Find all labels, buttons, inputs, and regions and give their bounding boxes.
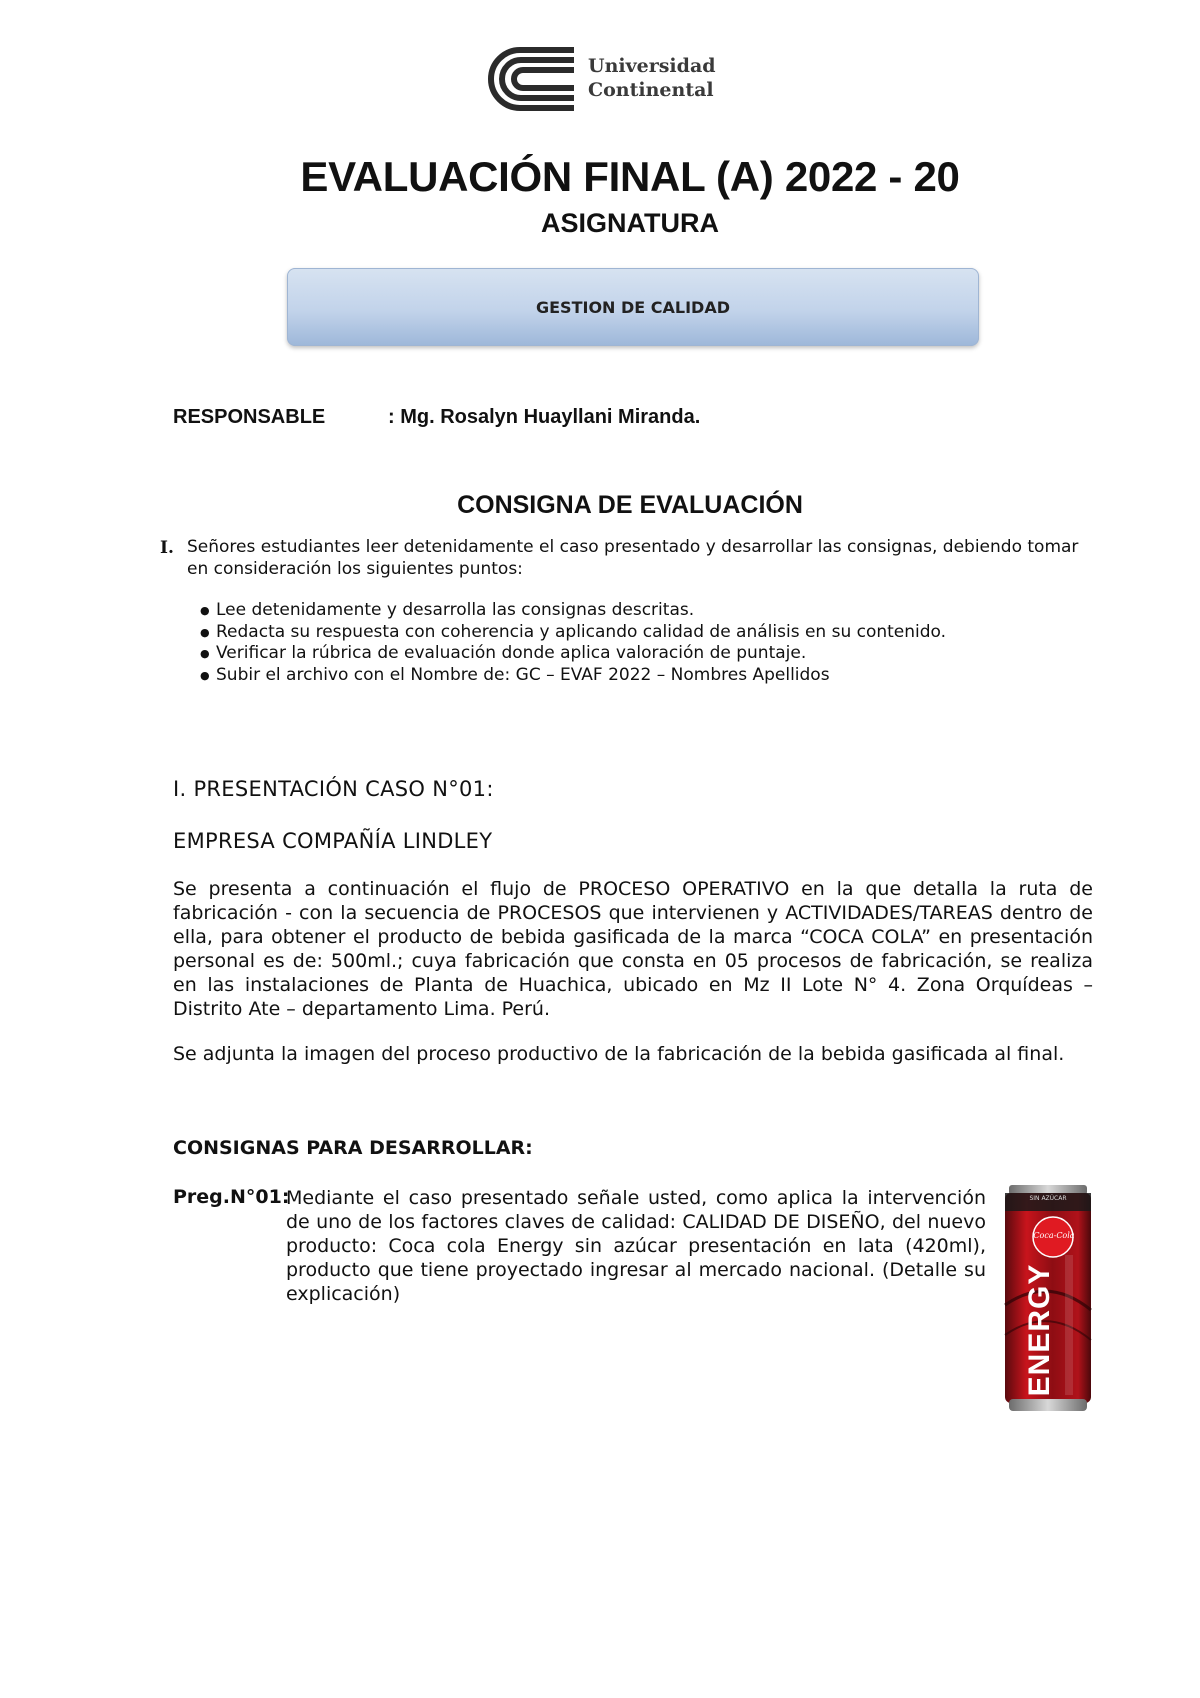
university-logo-icon [488,46,578,112]
can-product-text: ENERGY [1023,1263,1056,1397]
can-brand-text: Coca-Cola [1033,1231,1075,1240]
intro-text: Señores estudiantes leer detenidamente el caso presentado y desarrollar las consignas, debiendo tomar en consideración los siguientes puntos: [187,537,1079,579]
list-item: ● Subir el archivo con el Nombre de: GC – EVAF 2022 – Nombres Apellidos [200,665,1100,687]
list-item: ● Verificar la rúbrica de evaluación donde aplica valoración de puntaje. [200,643,1100,665]
case-paragraph-2: Se adjunta la imagen del proceso productivo de la fabricación de la bebida gasificada al final. [173,1043,1065,1065]
intro-roman-numeral: I. [160,538,174,558]
course-banner [287,268,979,346]
energy-can-image [1003,1185,1093,1412]
responsable-label: RESPONSABLE [173,406,326,428]
university-name [588,54,716,102]
course-name: GESTION DE CALIDAD [535,297,730,317]
question-1-label: Preg.N°01: [173,1186,290,1208]
list-item: ● Redacta su respuesta con coherencia y aplicando calidad de análisis en su contenido. [200,622,1100,644]
case-heading: I. PRESENTACIÓN CASO N°01: [173,777,494,801]
university-logo [488,46,728,112]
instruction-list [200,600,1100,686]
can-top-text: SIN AZÚCAR [1029,1195,1067,1202]
consigna-title: CONSIGNA DE EVALUACIÓN [457,491,803,519]
university-name-line2: Continental [588,79,714,101]
university-name-line1: Universidad [588,55,716,77]
list-item: ● Lee detenidamente y desarrolla las consignas descritas. [200,600,1100,622]
exam-title: EVALUACIÓN FINAL (A) 2022 - 20 [300,153,960,200]
exam-subtitle: ASIGNATURA [541,208,719,238]
question-1-text: Mediante el caso presentado señale usted, como aplica la intervención de uno de los factores claves de calidad: CALIDAD DE DISEÑO, del nuevo producto: Coca cola Energy sin azúcar presentación en lata (420ml), producto que tiene proyectado ingresar al mercado nacional. (Detalle su explicación) [286,1187,986,1305]
consignas-heading: CONSIGNAS PARA DESARROLLAR: [173,1137,533,1159]
company-heading: EMPRESA COMPAÑÍA LINDLEY [173,829,493,853]
responsable-value: : Mg. Rosalyn Huayllani Miranda. [388,406,701,428]
case-paragraph-1: Se presenta a continuación el flujo de PROCESO OPERATIVO en la que detalla la ruta de fabricación - con la secuencia de PROCESOS que intervienen y ACTIVIDADES/TAREAS dentro de ella, para obtener el producto de bebida gasificada de la marca “COCA COLA” en presentación personal es de: 500ml.; cuya fabricación que consta en 05 procesos de fabricación, se realiza en las instalaciones de Planta de Huachica, ubicado en Mz II Lote N° 4. Zona Orquídeas – Distrito Ate – departamento Lima. Perú. [173,878,1093,1020]
